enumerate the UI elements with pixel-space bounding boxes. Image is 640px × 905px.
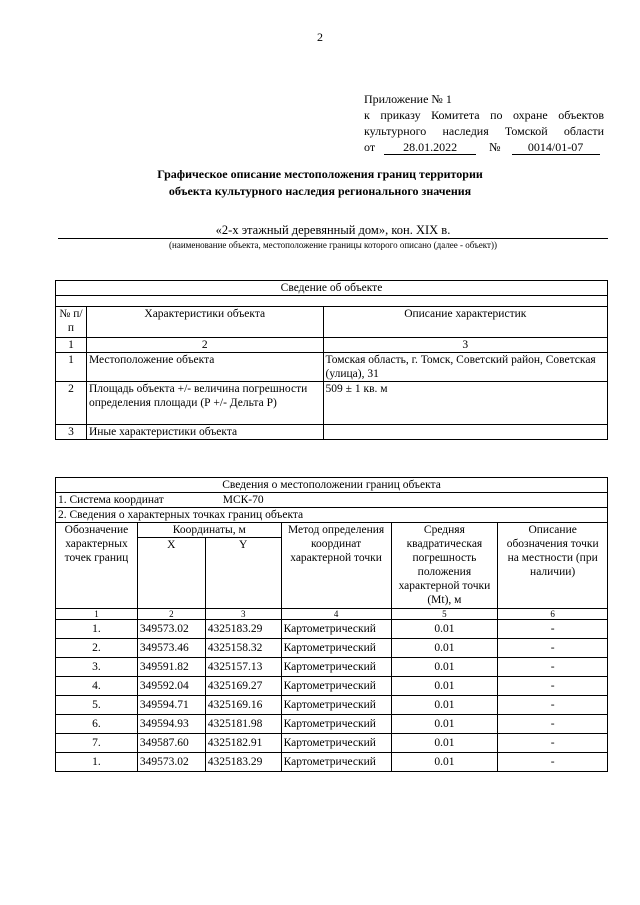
point-y: 4325183.29 (205, 753, 281, 772)
point-y: 4325169.27 (205, 677, 281, 696)
point-error: 0.01 (391, 658, 498, 677)
point-x: 349587.60 (137, 734, 205, 753)
header-designation: Обозначение характерных точек границ (56, 523, 138, 609)
object-name: «2-х этажный деревянный дом», кон. XIX в. (58, 223, 608, 239)
coords-table-title: Сведения о местоположении границ объекта (56, 478, 608, 493)
point-description: - (498, 658, 608, 677)
appendix-committee-line: культурного наследия Томской области (364, 124, 604, 138)
point-row (56, 658, 608, 677)
point-x: 349573.46 (137, 639, 205, 658)
point-x: 349573.02 (137, 620, 205, 639)
point-error: 0.01 (391, 734, 498, 753)
point-description: - (498, 734, 608, 753)
point-row (56, 734, 608, 753)
point-row (56, 696, 608, 715)
point-x: 349594.71 (137, 696, 205, 715)
header-coordinates: Координаты, м (137, 523, 281, 538)
info-row-value: Томская область, г. Томск, Советский район, Советская (улица), 31 (323, 353, 607, 382)
point-method: Картометрический (281, 658, 391, 677)
info-row-value (323, 425, 607, 440)
order-number: 0014/01-07 (512, 141, 600, 155)
point-name: 6. (56, 715, 138, 734)
title-line-2: объекта культурного наследия регионального значения (168, 184, 472, 198)
appendix-title: Приложение № 1 (364, 92, 452, 106)
point-name: 5. (56, 696, 138, 715)
info-spacer-row (56, 296, 608, 307)
col-number: 1 (56, 609, 138, 620)
coordinate-system-value: МСК-70 (222, 494, 264, 506)
point-method: Картометрический (281, 696, 391, 715)
object-info-table (55, 280, 608, 440)
point-error: 0.01 (391, 677, 498, 696)
page-number: 2 (317, 30, 323, 44)
col-number: 6 (498, 609, 608, 620)
appendix-block (364, 91, 604, 155)
header-characteristics: Характеристики объекта (86, 307, 323, 338)
header-num: № п/п (56, 307, 87, 338)
info-row-num: 3 (56, 425, 87, 440)
point-method: Картометрический (281, 639, 391, 658)
point-description: - (498, 639, 608, 658)
point-y: 4325183.29 (205, 620, 281, 639)
point-x: 349573.02 (137, 753, 205, 772)
info-row-name: Площадь объекта +/- величина погрешности определения площади (Р +/- Дельта Р) (86, 382, 323, 425)
col-number: 3 (205, 609, 281, 620)
info-row-name: Местоположение объекта (86, 353, 323, 382)
point-error: 0.01 (391, 753, 498, 772)
header-description: Описание характеристик (323, 307, 607, 338)
point-x: 349594.93 (137, 715, 205, 734)
col-number: 1 (56, 338, 87, 353)
point-x: 349592.04 (137, 677, 205, 696)
info-row (56, 382, 608, 425)
point-method: Картометрический (281, 620, 391, 639)
info-row (56, 425, 608, 440)
point-method: Картометрический (281, 677, 391, 696)
coordinate-system-label: 1. Система координат (58, 494, 164, 506)
point-name: 3. (56, 658, 138, 677)
point-description: - (498, 753, 608, 772)
point-name: 2. (56, 639, 138, 658)
appendix-date-line (364, 139, 604, 155)
point-description: - (498, 620, 608, 639)
header-point-description: Описание обозначения точки на местности (при наличии) (498, 523, 608, 609)
point-error: 0.01 (391, 639, 498, 658)
info-row-value: 509 ± 1 кв. м (323, 382, 607, 425)
point-row (56, 715, 608, 734)
point-row (56, 620, 608, 639)
info-row-num: 2 (56, 382, 87, 425)
info-row-num: 1 (56, 353, 87, 382)
col-number: 4 (281, 609, 391, 620)
header-method: Метод определения координат характерной точки (281, 523, 391, 609)
object-name-note: (наименование объекта, местоположение границы которого описано (далее - объект)) (169, 240, 497, 250)
number-label: № (489, 140, 501, 154)
point-method: Картометрический (281, 753, 391, 772)
order-date: 28.01.2022 (384, 141, 476, 155)
point-method: Картометрический (281, 715, 391, 734)
header-error: Средняя квадратическая погрешность положения характерной точки (Mt), м (391, 523, 498, 609)
info-row-name: Иные характеристики объекта (86, 425, 323, 440)
header-x: X (137, 538, 205, 609)
document-title (0, 166, 640, 200)
title-line-1: Графическое описание местоположения границ территории (157, 167, 483, 181)
point-x: 349591.82 (137, 658, 205, 677)
appendix-order-line: к приказу Комитета по охране объектов (364, 108, 604, 122)
section-2-title: 2. Сведения о характерных точках границ объекта (56, 508, 608, 523)
point-row (56, 677, 608, 696)
from-label: от (364, 140, 376, 154)
point-method: Картометрический (281, 734, 391, 753)
col-number: 2 (137, 609, 205, 620)
col-number: 3 (323, 338, 607, 353)
header-y: Y (205, 538, 281, 609)
point-description: - (498, 715, 608, 734)
point-error: 0.01 (391, 715, 498, 734)
point-name: 7. (56, 734, 138, 753)
point-description: - (498, 677, 608, 696)
info-table-title: Сведение об объекте (56, 281, 608, 296)
point-error: 0.01 (391, 620, 498, 639)
point-description: - (498, 696, 608, 715)
coordinates-table (55, 477, 608, 772)
col-number: 5 (391, 609, 498, 620)
point-name: 4. (56, 677, 138, 696)
col-number: 2 (86, 338, 323, 353)
point-y: 4325181.98 (205, 715, 281, 734)
point-row (56, 639, 608, 658)
point-y: 4325157.13 (205, 658, 281, 677)
point-row (56, 753, 608, 772)
info-row (56, 353, 608, 382)
point-error: 0.01 (391, 696, 498, 715)
point-name: 1. (56, 753, 138, 772)
coordinate-system-row (56, 493, 608, 508)
point-y: 4325182.91 (205, 734, 281, 753)
point-name: 1. (56, 620, 138, 639)
point-y: 4325169.16 (205, 696, 281, 715)
point-y: 4325158.32 (205, 639, 281, 658)
